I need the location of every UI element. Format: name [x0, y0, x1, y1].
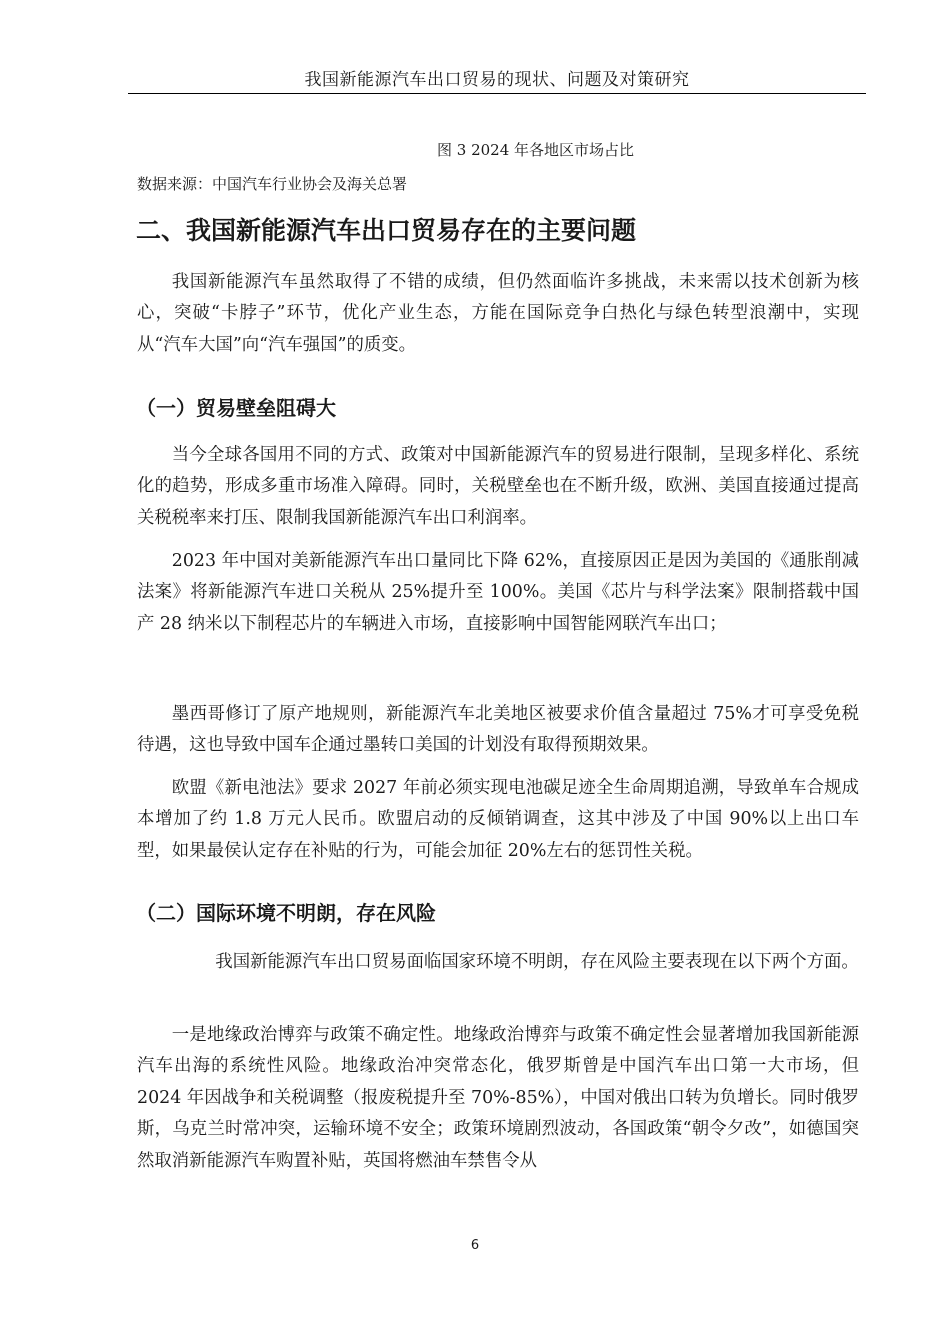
paragraph: 2023 年中国对美新能源汽车出口量同比下降 62%，直接原因正是因为美国的《通胀削减法案》将新能源汽车进口关税从 25%提升至 100%。美国《芯片与科学法案》限制搭载中国产 28 纳米以下制程芯片的车辆进入市场，直接影响中国智能网联汽车出口；	[137, 551, 859, 634]
paragraph: 当今全球各国用不同的方式、政策对中国新能源汽车的贸易进行限制，呈现多样化、系统化的趋势，形成多重市场准入障碍。同时，关税壁垒也在不断升级，欧洲、美国直接通过提高关税税率来打压、限制我国新能源汽车出口利润率。	[137, 445, 859, 528]
page-number: 6	[470, 1238, 480, 1253]
section-intro-paragraph: 我国新能源汽车虽然取得了不错的成绩，但仍然面临许多挑战，未来需以技术创新为核心，突破“卡脖子”环节，优化产业生态，方能在国际竞争白热化与绿色转型浪潮中，实现从“汽车大国”向“汽车强国”的质变。	[137, 272, 859, 355]
subsection-heading-international-environment: （二）国际环境不明朗，存在风险	[136, 901, 436, 925]
paragraph: 一是地缘政治博弈与政策不确定性。地缘政治博弈与政策不确定性会显著增加我国新能源汽车出海的系统性风险。地缘政治冲突常态化，俄罗斯曾是中国汽车出口第一大市场，但 2024 年因战争和关税调整（报废税提升至 70%-85%），中国对俄出口转为负增长。同时俄罗斯，乌克兰时常冲突，运输环境不安全；政策环境剧烈波动，各国政策“朝令夕改”，如德国突然取消新能源汽车购置补贴，英国将燃油车禁售令从	[137, 1025, 859, 1171]
figure-caption: 图 3 2024 年各地区市场占比	[437, 141, 635, 159]
paragraph: 墨西哥修订了原产地规则，新能源汽车北美地区被要求价值含量超过 75%才可享受免税待遇，这也导致中国车企通过墨转口美国的计划没有取得预期效果。	[137, 704, 859, 756]
data-source-note: 数据来源：中国汽车行业协会及海关总署	[137, 175, 408, 193]
running-header: 我国新能源汽车出口贸易的现状、问题及对策研究	[128, 68, 866, 94]
section-heading: 二、我国新能源汽车出口贸易存在的主要问题	[136, 216, 637, 245]
paragraph: 欧盟《新电池法》要求 2027 年前必须实现电池碳足迹全生命周期追溯，导致单车合规成本增加了约 1.8 万元人民币。欧盟启动的反倾销调查，这其中涉及了中国 90%以上出口车型，如果最侯认定存在补贴的行为，可能会加征 20%左右的惩罚性关税。	[137, 778, 859, 861]
subsection-heading-trade-barriers: （一）贸易壁垒阻碍大	[136, 396, 336, 420]
paragraph: 我国新能源汽车出口贸易面临国家环境不明朗，存在风险主要表现在以下两个方面。	[215, 952, 859, 972]
